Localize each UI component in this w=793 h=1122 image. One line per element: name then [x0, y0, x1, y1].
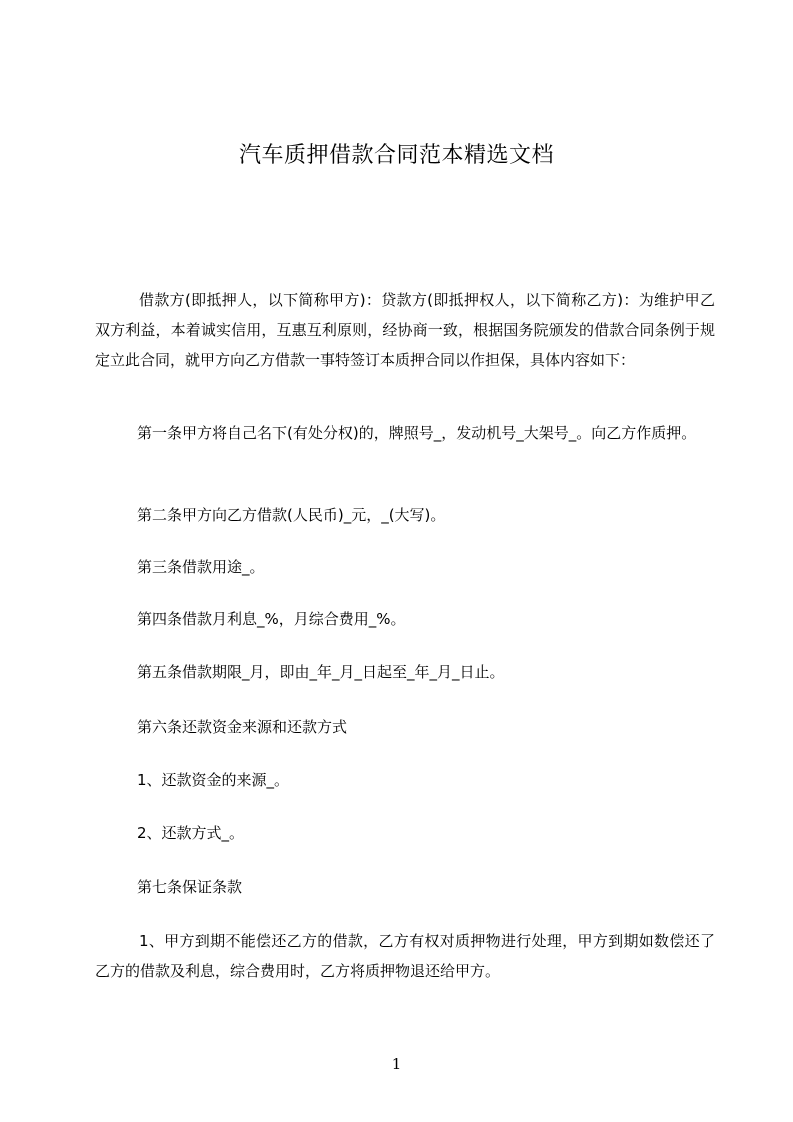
article-3: 第三条借款用途_。: [137, 558, 265, 576]
article-5: 第五条借款期限_月，即由_年_月_日起至_年_月_日止。: [137, 663, 505, 681]
article-2: 第二条甲方向乙方借款(人民币)_元，_(大写)。: [137, 506, 446, 524]
article-7-heading: 第七条保证条款: [137, 878, 243, 896]
article-7-item-1: 1、甲方到期不能偿还乙方的借款，乙方有权对质押物进行处理，甲方到期如数偿还了乙方的借款及利息，综合费用时，乙方将质押物退还给甲方。: [95, 932, 715, 980]
article-6-item-1: 1、还款资金的来源_。: [137, 771, 290, 789]
article-6-item-2: 2、还款方式_。: [137, 824, 245, 842]
article-1: 第一条甲方将自己名下(有处分权)的，牌照号_，发动机号_大架号_。向乙方作质押。: [137, 424, 697, 442]
intro-paragraph: 借款方(即抵押人，以下简称甲方)：贷款方(即抵押权人，以下简称乙方)：为维护甲乙双方利益，本着诚实信用，互惠互利原则，经协商一致，根据国务院颁发的借款合同条例于规定立此合同，就甲方向乙方借款一事特签订本质押合同以作担保，具体内容如下：: [95, 291, 715, 369]
document-title: 汽车质押借款合同范本精选文档: [238, 143, 554, 168]
page-number: 1: [391, 1055, 402, 1073]
article-6-heading: 第六条还款资金来源和还款方式: [137, 718, 348, 736]
article-4: 第四条借款月利息_%，月综合费用_%。: [137, 610, 406, 628]
